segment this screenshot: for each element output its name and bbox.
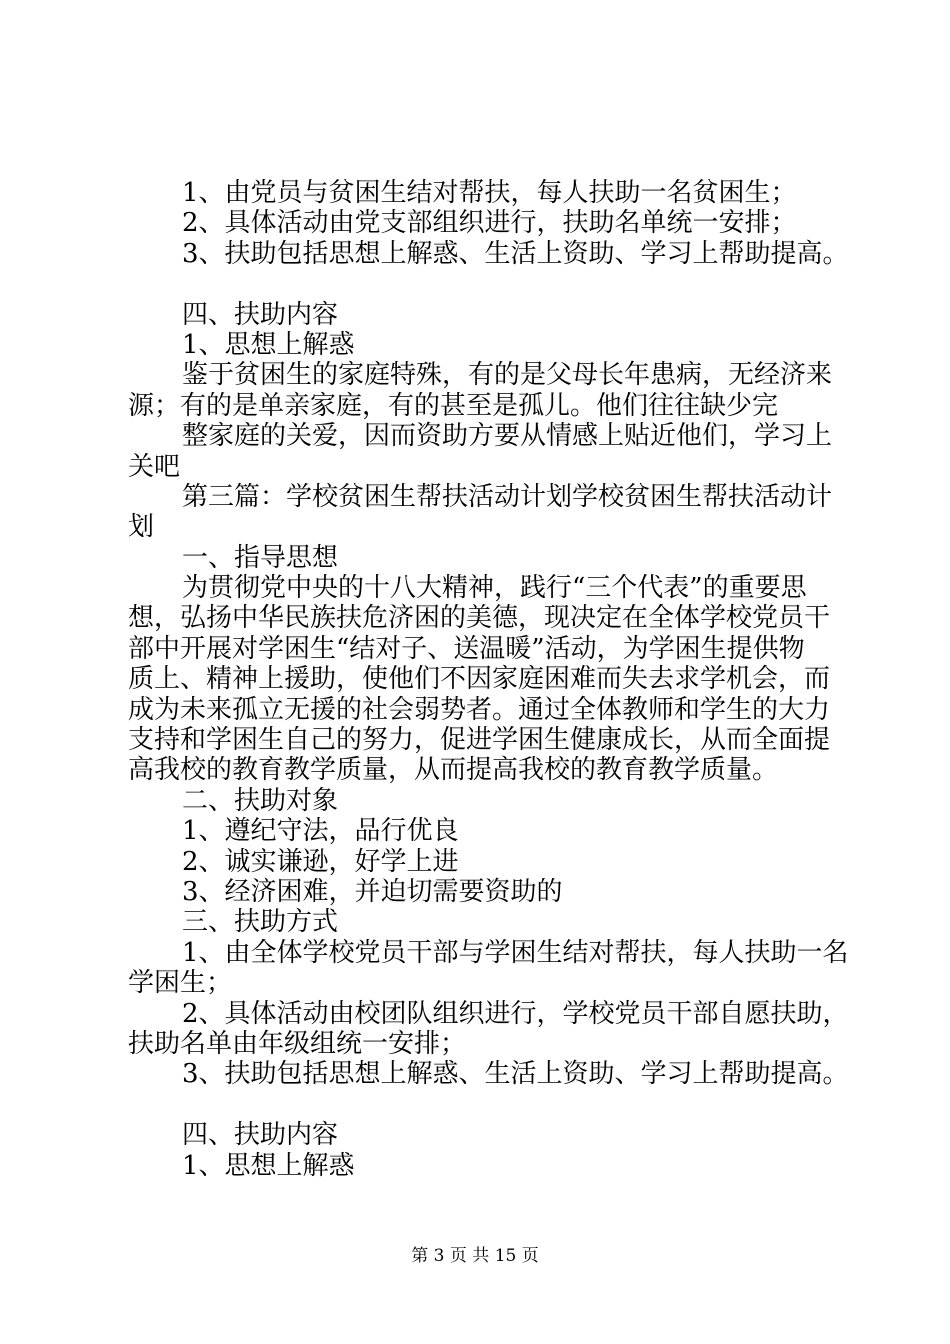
list-item: 3、扶助包括思想上解惑、生活上资助、学习上帮助提高。 <box>182 1059 849 1090</box>
text-line: 3、扶助包括思想上解惑、生活上资助、学习上帮助提高。 <box>182 238 849 269</box>
section-heading: 四、扶助内容 <box>182 1120 339 1151</box>
text-line: 质上、精神上援助，使他们不因家庭困难而失去求学机会，而 <box>128 664 831 695</box>
text-line: 部中开展对学困生“结对子、送温暖”活动，为学困生提供物 <box>128 633 805 664</box>
text-line: 关吧 <box>128 451 181 482</box>
text-line: 想，弘扬中华民族扶危济困的美德，现决定在全体学校党员干 <box>128 603 831 634</box>
text-line: 鉴于贫困生的家庭特殊，有的是父母长年患病，无经济来 <box>182 360 833 391</box>
list-item: 2、具体活动由校团队组织进行，学校党员干部自愿扶助， <box>182 998 849 1029</box>
subsection-heading: 1、思想上解惑 <box>182 329 355 360</box>
list-item: 3、经济困难，并迫切需要资助的 <box>182 876 563 907</box>
chapter-title-continued: 划 <box>128 512 155 543</box>
text-line: 成为未来孤立无援的社会弱势者。通过全体教师和学生的大力 <box>128 694 831 725</box>
section-heading: 三、扶助方式 <box>182 907 339 938</box>
section-heading: 二、扶助对象 <box>182 785 339 816</box>
text-line: 为贯彻党中央的十八大精神，践行“三个代表”的重要思 <box>182 573 807 604</box>
text-line: 1、由党员与贫困生结对帮扶，每人扶助一名贫困生； <box>182 178 797 208</box>
text-line: 整家庭的关爱，因而资助方要从情感上贴近他们，学习上 <box>182 421 833 452</box>
blank-line <box>128 269 833 299</box>
text-line: 高我校的教育教学质量，从而提高我校的教育教学质量。 <box>128 755 779 786</box>
list-item: 1、遵纪守法，品行优良 <box>182 816 459 847</box>
document-body <box>128 178 849 1181</box>
list-item: 1、由全体学校党员干部与学困生结对帮扶，每人扶助一名 <box>182 937 849 968</box>
text-line: 支持和学困生自己的努力，促进学困生健康成长，从而全面提 <box>128 725 831 756</box>
chapter-title: 第三篇：学校贫困生帮扶活动计划学校贫困生帮扶活动计 <box>182 481 833 512</box>
text-line: 2、具体活动由党支部组织进行，扶助名单统一安排； <box>182 208 797 239</box>
subsection-heading: 1、思想上解惑 <box>182 1150 355 1181</box>
section-heading: 一、指导思想 <box>182 542 339 573</box>
list-item-continued: 学困生； <box>128 968 233 999</box>
text-line: 源；有的是单亲家庭，有的甚至是孤儿。他们往往缺少完 <box>128 390 779 421</box>
list-item: 2、诚实谦逊，好学上进 <box>182 846 459 877</box>
page-number-footer: 第 3 页 共 15 页 <box>411 1246 539 1266</box>
section-heading: 四、扶助内容 <box>182 299 339 330</box>
blank-line <box>128 1090 833 1120</box>
list-item-continued: 扶助名单由年级组统一安排； <box>128 1028 467 1059</box>
